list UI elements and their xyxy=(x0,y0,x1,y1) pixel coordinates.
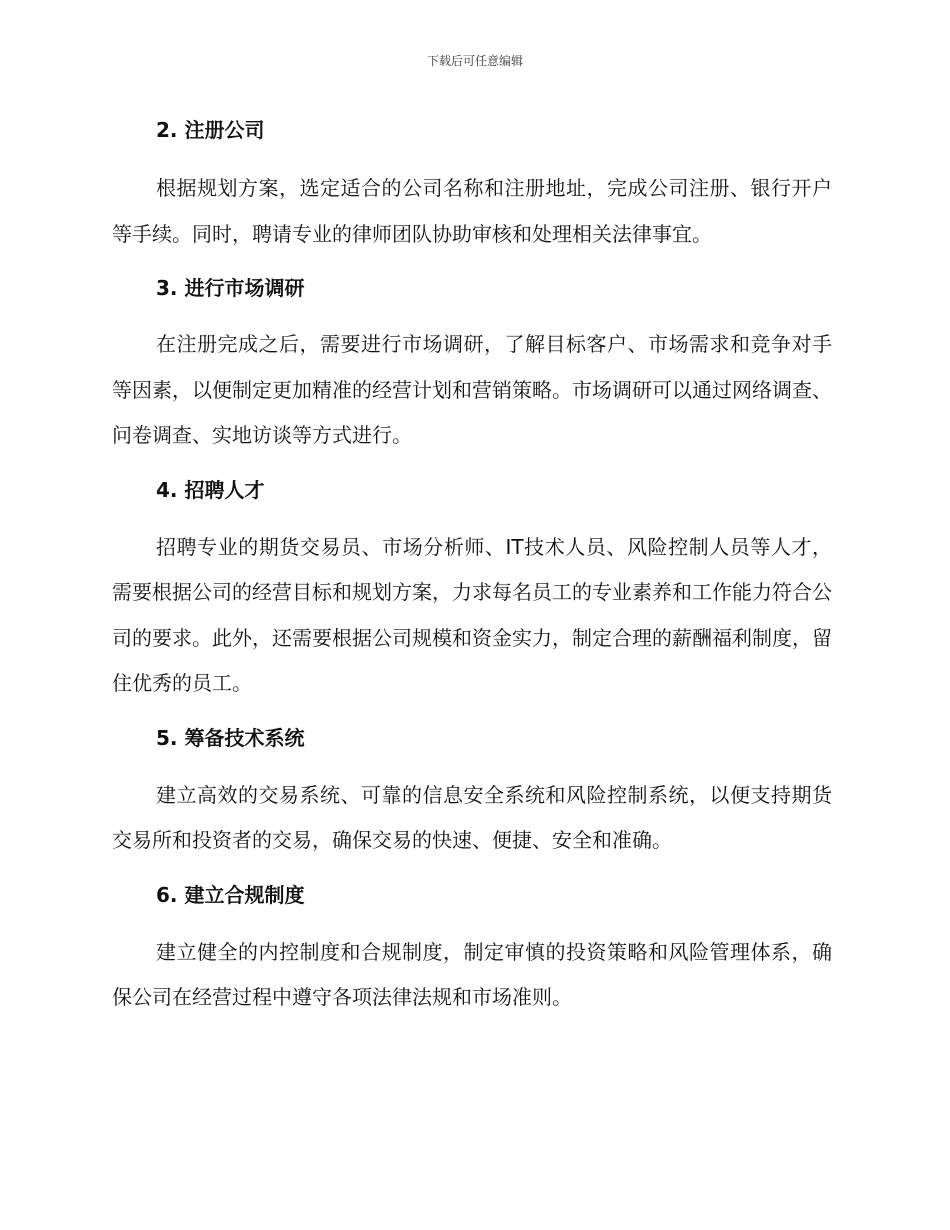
section-paragraph: 根据规划方案，选定适合的公司名称和注册地址，完成公司注册、银行开户等手续。同时，聘请专业的律师团队协助审核和处理相关法律事宜。 xyxy=(112,176,832,246)
section-heading: 6. 建立合规制度 xyxy=(156,882,305,907)
section-recruit-talent xyxy=(112,472,832,707)
section-paragraph: 在注册完成之后，需要进行市场调研，了解目标客户、市场需求和竞争对手等因素，以便制定更加精准的经营计划和营销策略。市场调研可以通过网络调查、问卷调查、实地访谈等方式进行。 xyxy=(112,332,832,447)
document-body xyxy=(112,112,832,1021)
section-heading: 2. 注册公司 xyxy=(156,118,265,142)
section-heading: 4. 招聘人才 xyxy=(156,477,265,502)
section-heading: 5. 筹备技术系统 xyxy=(156,725,305,750)
section-paragraph: 建立健全的内控制度和合规制度，制定审慎的投资策略和风险管理体系，确保公司在经营过程中遵守各项法律法规和市场准则。 xyxy=(112,939,832,1009)
section-register-company xyxy=(112,112,832,257)
section-heading: 3. 进行市场调研 xyxy=(156,276,305,300)
section-paragraph: 招聘专业的期货交易员、市场分析师、IT技术人员、风险控制人员等人才，需要根据公司的经营目标和规划方案，力求每名员工的专业素养和工作能力符合公司的要求。此外，还需要根据公司规模和资金实力，制定合理的薪酬福利制度，留住优秀的员工。 xyxy=(112,534,832,695)
section-compliance xyxy=(112,877,832,1021)
section-tech-systems xyxy=(112,720,832,864)
page-header: 下载后可任意编辑 xyxy=(426,54,523,68)
section-market-research xyxy=(112,270,832,459)
section-paragraph: 建立高效的交易系统、可靠的信息安全系统和风险控制系统，以便支持期货交易所和投资者的交易，确保交易的快速、便捷、安全和准确。 xyxy=(112,782,832,852)
